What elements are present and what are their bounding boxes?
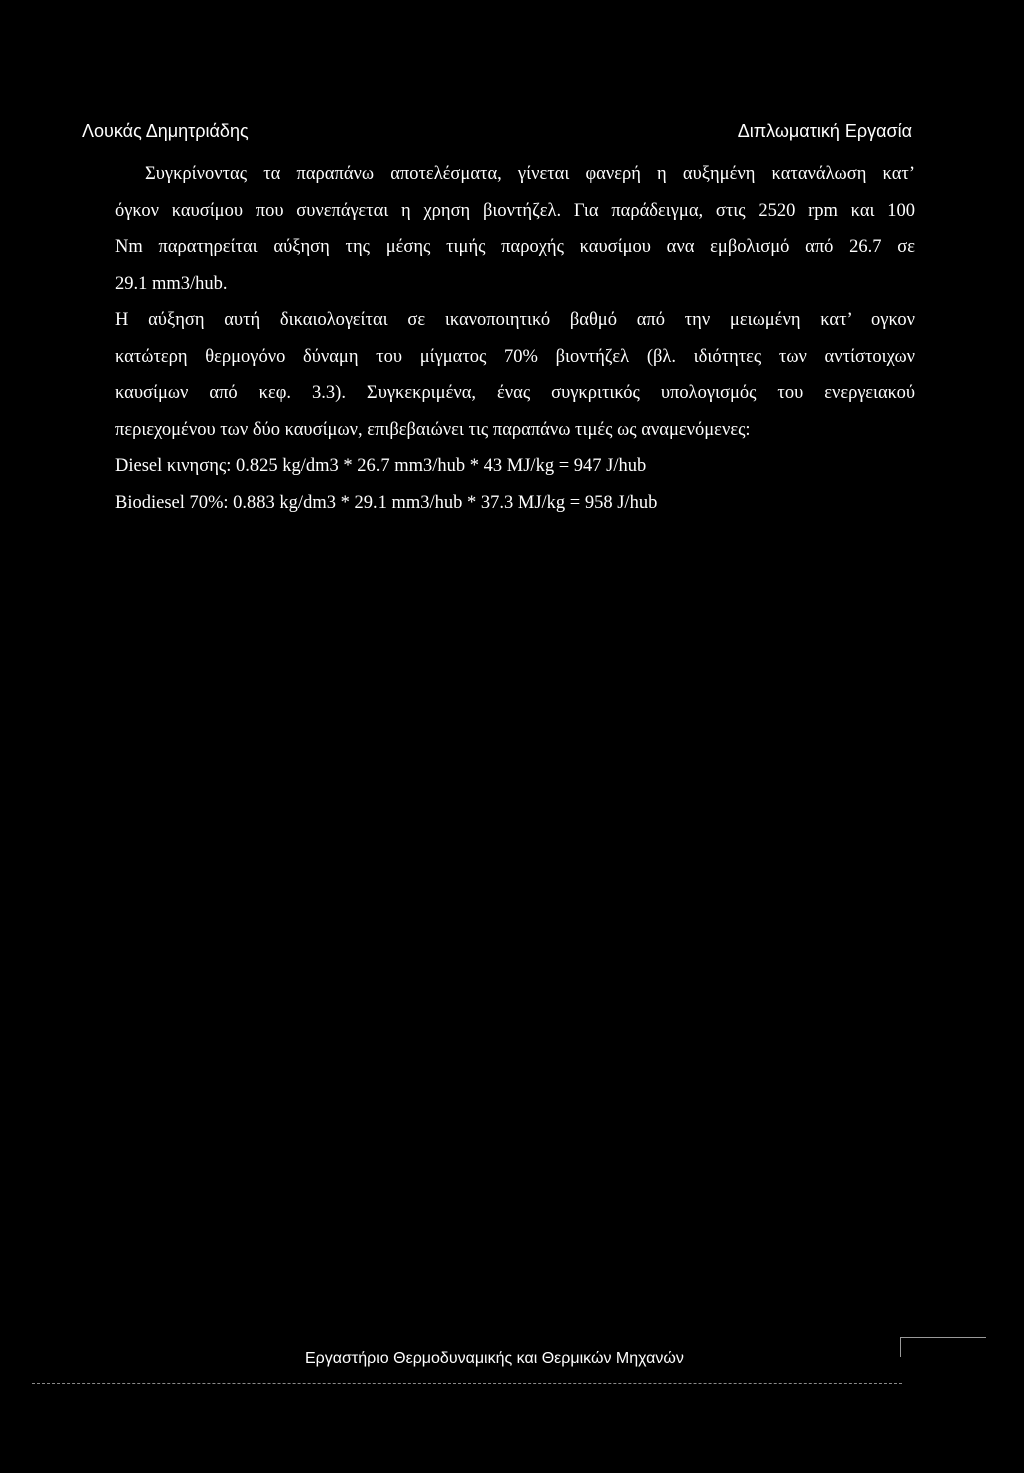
calculation-line-biodiesel: Biodiesel 70%: 0.883 kg/dm3 * 29.1 mm3/hub * 37.3 MJ/kg = 958 J/hub (115, 492, 658, 513)
paragraph-line: Η αύξηση αυτή δικαιολογείται σε ικανοποιητικό βαθμό από την μειωμένη κατ’ ογκον (115, 310, 915, 330)
footer-corner-mark-vertical (900, 1337, 901, 1357)
paragraph-line: Συγκρίνοντας τα παραπάνω αποτελέσματα, γίνεται φανερή η αυξημένη κατανάλωση κατ’ (145, 164, 915, 184)
footer-lab-name: Εργαστήριο Θερμοδυναμικής και Θερμικών Μηχανών (305, 1350, 684, 1367)
header-author: Λουκάς Δημητριάδης (82, 121, 249, 141)
paragraph-line: καυσίμων από κεφ. 3.3). Συγκεκριμένα, ένας συγκριτικός υπολογισμός του ενεργειακού (115, 383, 915, 403)
footer-divider (32, 1383, 902, 1384)
header-document-type: Διπλωματική Εργασία (737, 121, 912, 141)
paragraph-line: περιεχομένου των δύο καυσίμων, επιβεβαιώνει τις παραπάνω τιμές ως αναμενόμενες: (115, 419, 751, 440)
calculation-line-diesel: Diesel κινησης: 0.825 kg/dm3 * 26.7 mm3/hub * 43 MJ/kg = 947 J/hub (115, 456, 647, 476)
paragraph-line: όγκον καυσίμου που συνεπάγεται η χρηση βιοντήζελ. Για παράδειγμα, στις 2520 rpm και 100 (115, 200, 915, 221)
page-header (82, 116, 912, 146)
paragraph-line: κατώτερη θερμογόνο δύναμη του μίγματος 70% βιοντήζελ (βλ. ιδιότητες των αντίστοιχων (115, 346, 915, 367)
body-text (115, 156, 915, 521)
paragraph-line: Nm παρατηρείται αύξηση της μέσης τιμής παροχής καυσίμου ανα εμβολισμό από 26.7 σε (115, 237, 915, 257)
footer-corner-mark (900, 1337, 986, 1338)
paragraph-line: 29.1 mm3/hub. (115, 273, 228, 294)
